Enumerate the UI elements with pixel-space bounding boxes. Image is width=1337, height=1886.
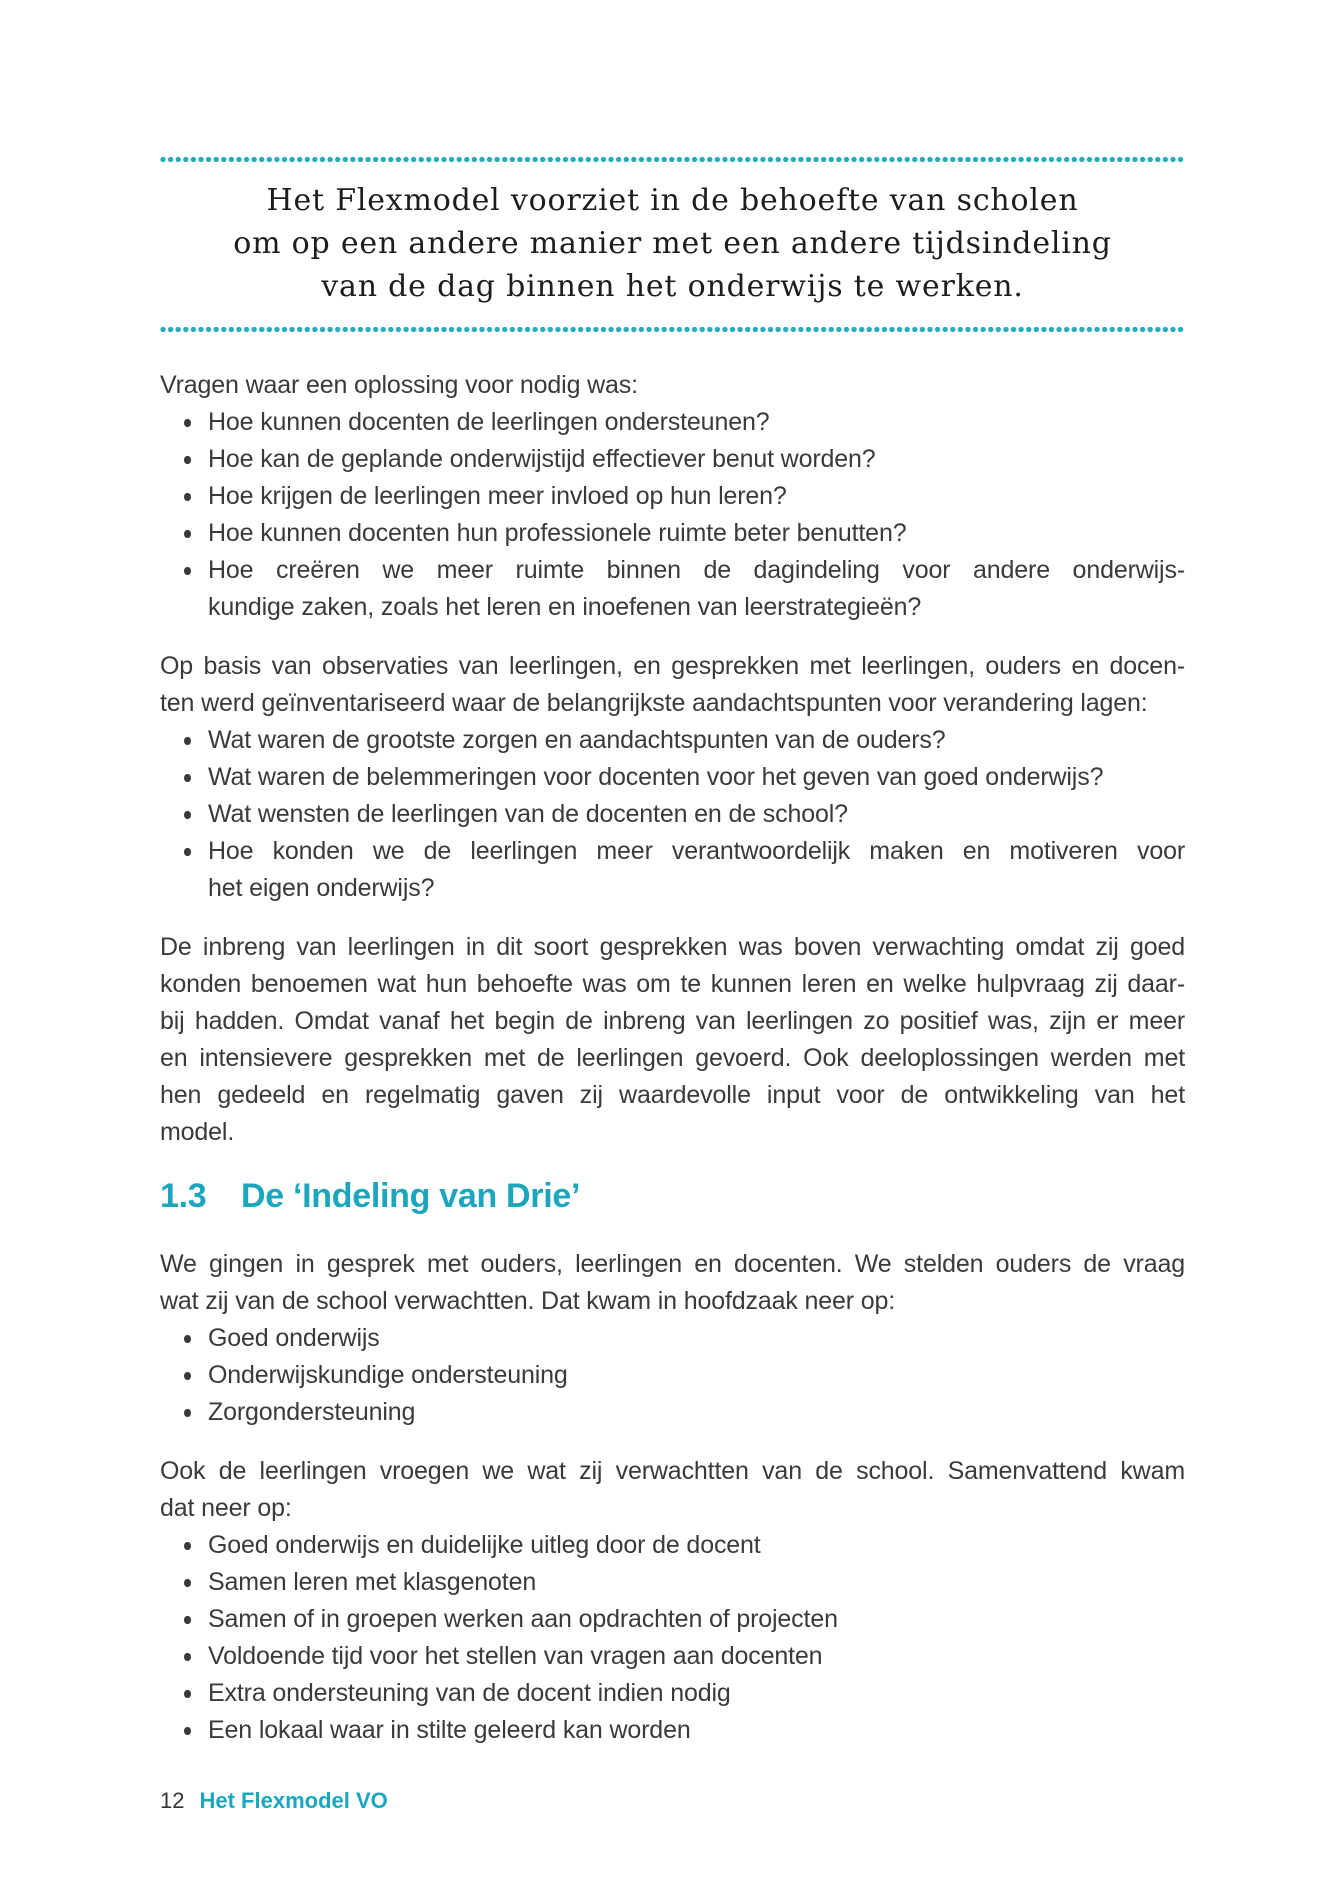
paragraph-line: model. bbox=[160, 1118, 235, 1146]
bullet-list-leerlingen bbox=[160, 1527, 1185, 1749]
dotted-divider-bottom bbox=[160, 326, 1185, 333]
list-item-text: Goed onderwijs bbox=[208, 1324, 380, 1352]
bullet-icon bbox=[184, 567, 191, 575]
list-item bbox=[160, 833, 1185, 907]
list-item bbox=[160, 1712, 1185, 1749]
bullet-icon bbox=[184, 493, 191, 501]
section-number: 1.3 bbox=[160, 1177, 207, 1215]
list-item bbox=[160, 515, 1185, 552]
list-item-text: Hoe kan de geplande onderwijstijd effectiever benut worden? bbox=[208, 445, 876, 473]
paragraph-leerlingen bbox=[160, 1453, 1185, 1527]
list-item bbox=[160, 1320, 1185, 1357]
quote-line: van de dag binnen het onderwijs te werken. bbox=[321, 269, 1024, 304]
paragraph-line: We gingen in gesprek met ouders, leerlingen en docenten. We stelden ouders de vraag bbox=[160, 1250, 1185, 1278]
list-item-text: Hoe kunnen docenten de leerlingen ondersteunen? bbox=[208, 408, 770, 436]
bullet-icon bbox=[184, 737, 191, 745]
list-item bbox=[160, 1527, 1185, 1564]
paragraph-line: Op basis van observaties van leerlingen, en gesprekken met leerlingen, ouders en docen- bbox=[160, 652, 1185, 680]
bullet-list-ouders bbox=[160, 1320, 1185, 1431]
list-item bbox=[160, 441, 1185, 478]
page-footer bbox=[160, 1788, 388, 1814]
list-item-text: Hoe kunnen docenten hun professionele ruimte beter benutten? bbox=[208, 519, 907, 547]
footer-title: Het Flexmodel VO bbox=[199, 1788, 388, 1813]
bullet-icon bbox=[184, 1579, 191, 1587]
paragraph-inbreng bbox=[160, 929, 1185, 1151]
pull-quote bbox=[160, 156, 1185, 333]
list-item bbox=[160, 759, 1185, 796]
paragraph-line: dat neer op: bbox=[160, 1494, 292, 1522]
quote-line: Het Flexmodel voorziet in de behoefte van scholen bbox=[266, 183, 1079, 218]
paragraph-line: Ook de leerlingen vroegen we wat zij verwachtten van de school. Samenvattend kwam bbox=[160, 1457, 1185, 1485]
section-title: De ‘Indeling van Drie’ bbox=[241, 1177, 581, 1215]
list-item-text: Zorgondersteuning bbox=[208, 1398, 416, 1426]
paragraph-line: bij hadden. Omdat vanaf het begin de inbreng van leerlingen zo positief was, zijn er meer bbox=[160, 1007, 1185, 1035]
paragraph-observaties bbox=[160, 648, 1185, 722]
list-item-text: het eigen onderwijs? bbox=[208, 874, 435, 902]
list-item-text: Wat waren de grootste zorgen en aandachtspunten van de ouders? bbox=[208, 726, 946, 754]
dotted-divider-top bbox=[160, 156, 1185, 163]
list-item bbox=[160, 722, 1185, 759]
list-item bbox=[160, 478, 1185, 515]
paragraph-line: De inbreng van leerlingen in dit soort gesprekken was boven verwachting omdat zij goed bbox=[160, 933, 1185, 961]
paragraph-line: ten werd geïnventariseerd waar de belangrijkste aandachtspunten voor verandering lagen: bbox=[160, 689, 1148, 717]
section-heading bbox=[160, 1177, 1185, 1216]
paragraph-line: hen gedeeld en regelmatig gaven zij waardevolle input voor de ontwikkeling van het bbox=[160, 1081, 1185, 1109]
paragraph-vragen bbox=[160, 367, 1185, 404]
list-item-text: Samen leren met klasgenoten bbox=[208, 1568, 537, 1596]
list-item-text: Voldoende tijd voor het stellen van vragen aan docenten bbox=[208, 1642, 823, 1670]
paragraph-line: Vragen waar een oplossing voor nodig was: bbox=[160, 371, 638, 399]
list-item bbox=[160, 552, 1185, 626]
list-item-text: Extra ondersteuning van de docent indien nodig bbox=[208, 1679, 731, 1707]
bullet-list-vragen bbox=[160, 404, 1185, 626]
bullet-icon bbox=[184, 1335, 191, 1343]
bullet-icon bbox=[184, 1690, 191, 1698]
paragraph-line: en intensievere gesprekken met de leerlingen gevoerd. Ook deeloplossingen werden met bbox=[160, 1044, 1185, 1072]
list-item bbox=[160, 1675, 1185, 1712]
quote-line: om op een andere manier met een andere tijdsindeling bbox=[233, 226, 1112, 261]
paragraph-ouders bbox=[160, 1246, 1185, 1320]
list-item-text: Onderwijskundige ondersteuning bbox=[208, 1361, 568, 1389]
paragraph-line: wat zij van de school verwachtten. Dat kwam in hoofdzaak neer op: bbox=[160, 1287, 896, 1315]
paragraph-line: konden benoemen wat hun behoefte was om te kunnen leren en welke hulpvraag zij daar- bbox=[160, 970, 1185, 998]
bullet-icon bbox=[184, 1616, 191, 1624]
page-number: 12 bbox=[160, 1788, 185, 1813]
list-item-text: Wat waren de belemmeringen voor docenten voor het geven van goed onderwijs? bbox=[208, 763, 1104, 791]
bullet-icon bbox=[184, 774, 191, 782]
list-item-text: Goed onderwijs en duidelijke uitleg door de docent bbox=[208, 1531, 761, 1559]
list-item-text: Een lokaal waar in stilte geleerd kan worden bbox=[208, 1716, 691, 1744]
list-item-text: Wat wensten de leerlingen van de docenten en de school? bbox=[208, 800, 848, 828]
list-item bbox=[160, 1564, 1185, 1601]
list-item bbox=[160, 1357, 1185, 1394]
bullet-icon bbox=[184, 1542, 191, 1550]
bullet-icon bbox=[184, 1372, 191, 1380]
bullet-icon bbox=[184, 811, 191, 819]
list-item-text: Hoe krijgen de leerlingen meer invloed op hun leren? bbox=[208, 482, 787, 510]
list-item-text: Hoe konden we de leerlingen meer verantwoordelijk maken en motiveren voor bbox=[208, 837, 1185, 865]
bullet-icon bbox=[184, 848, 191, 856]
list-item bbox=[160, 796, 1185, 833]
bullet-icon bbox=[184, 530, 191, 538]
bullet-icon bbox=[184, 1727, 191, 1735]
bullet-icon bbox=[184, 1409, 191, 1417]
bullet-icon bbox=[184, 419, 191, 427]
list-item bbox=[160, 404, 1185, 441]
list-item-text: kundige zaken, zoals het leren en inoefenen van leerstrategieën? bbox=[208, 593, 922, 621]
list-item bbox=[160, 1394, 1185, 1431]
bullet-icon bbox=[184, 1653, 191, 1661]
list-item-text: Hoe creëren we meer ruimte binnen de dagindeling voor andere onderwijs- bbox=[208, 556, 1185, 584]
pull-quote-text bbox=[160, 163, 1185, 326]
list-item bbox=[160, 1638, 1185, 1675]
bullet-icon bbox=[184, 456, 191, 464]
list-item bbox=[160, 1601, 1185, 1638]
list-item-text: Samen of in groepen werken aan opdrachten of projecten bbox=[208, 1605, 838, 1633]
bullet-list-observaties bbox=[160, 722, 1185, 907]
